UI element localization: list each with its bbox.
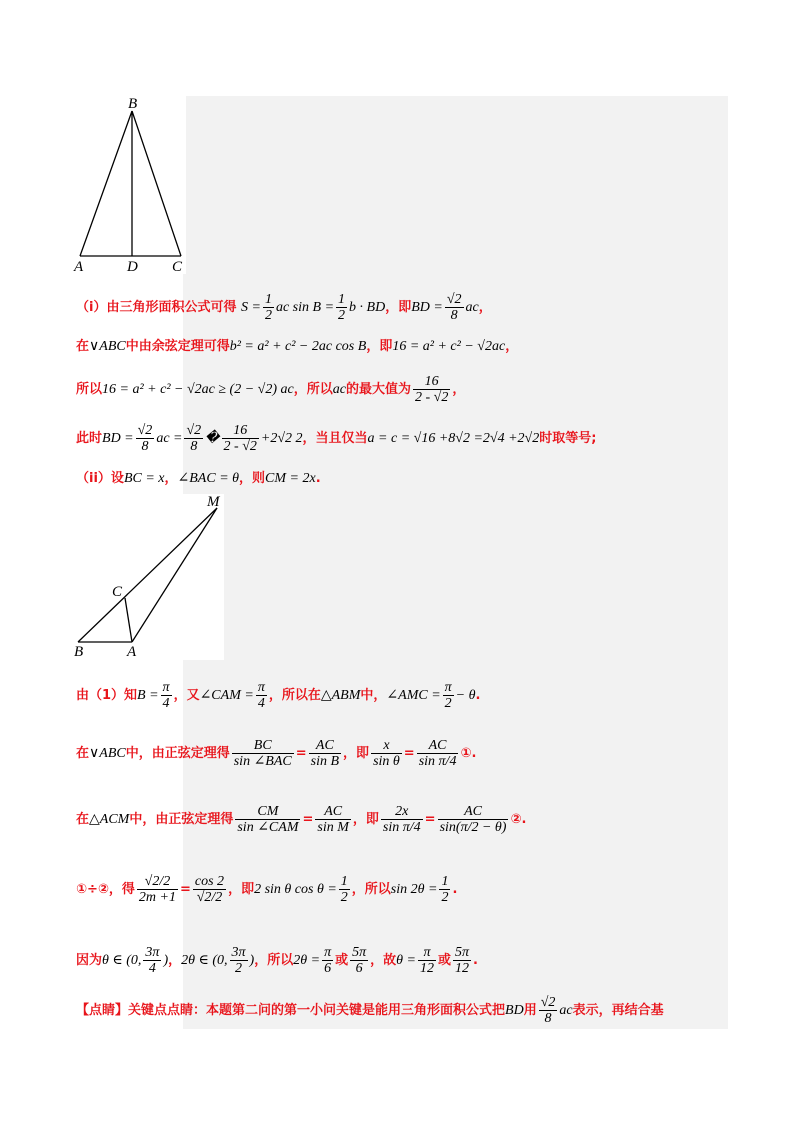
denominator: 2 - √2 <box>414 390 449 405</box>
text: . <box>315 471 321 486</box>
fraction <box>336 292 347 323</box>
numerator: 3π <box>145 945 160 960</box>
numerator: BC <box>232 738 294 754</box>
denominator: 6 <box>355 961 363 976</box>
math: θ ∈ (0, <box>102 953 142 968</box>
text: ①. <box>460 746 477 761</box>
side-bm <box>78 508 217 642</box>
pi-text: π <box>438 754 446 769</box>
math: sin 2θ = <box>390 882 438 897</box>
solution-line-9: ①÷②，得 $\frac{√2/2}{2m +1}$ = $\frac{\cos 2}{√2/2}$ ，即2 sin θ cos θ = $\frac{1}{2}$ ，所以sin 2θ = $\frac{1}{2}$ . <box>76 874 458 905</box>
numerator: π <box>444 680 452 695</box>
text: . <box>472 953 478 968</box>
triangle-figure-abm <box>72 494 224 660</box>
solution-line-3 <box>76 374 465 405</box>
numerator: 1 <box>340 874 348 889</box>
triangle-figure-abc <box>72 94 186 274</box>
math: ∠AMC = <box>386 688 441 703</box>
text: 由三角形面积公式可得 <box>106 300 237 315</box>
fraction <box>193 874 226 905</box>
text: ，故 <box>370 953 397 968</box>
denominator: 2 <box>340 890 348 905</box>
comment-line <box>76 995 664 1026</box>
numerator: 5π <box>454 945 469 960</box>
fraction <box>381 804 423 835</box>
numerator: 16 <box>413 374 450 390</box>
pi-text: π <box>402 820 410 835</box>
denominator: 2m +1 <box>138 890 176 905</box>
denominator: √2/2 <box>196 890 223 905</box>
numerator: √2/2 <box>137 874 178 890</box>
numerator: AC <box>417 738 459 754</box>
fraction <box>256 680 267 711</box>
math: ac sin B = <box>275 300 335 315</box>
solution-line-1 <box>76 292 492 323</box>
fraction <box>184 423 203 454</box>
math: B = <box>137 688 159 703</box>
text: ，则 <box>239 471 266 486</box>
text: 在 <box>76 339 90 354</box>
math: S = <box>241 300 261 315</box>
fraction <box>443 680 454 711</box>
fraction <box>315 804 351 835</box>
fraction <box>539 995 558 1026</box>
fraction <box>350 945 368 976</box>
label-d: D <box>127 259 138 274</box>
math: ) <box>163 953 169 968</box>
text: 中， <box>360 688 387 703</box>
text: ，又 <box>173 688 200 703</box>
text: 的最大值为 <box>345 382 411 397</box>
side-am <box>132 508 217 642</box>
text: ， <box>168 953 182 968</box>
fraction <box>232 738 294 769</box>
label-a: A <box>127 644 137 660</box>
numerator: AC <box>438 804 509 820</box>
text: ，即 <box>366 339 393 354</box>
math: ∠CAM = <box>199 688 254 703</box>
numerator: 1 <box>338 292 346 307</box>
numerator: π <box>162 680 170 695</box>
denominator: 6 <box>324 961 332 976</box>
label-b: B <box>74 644 84 660</box>
fraction <box>438 804 509 835</box>
solution-line-8: 在△ACM中，由正弦定理得 $\frac{CM}{\text{sin ∠CAM}}$ = $\frac{AC}{\text{sin M}}$ ，即 $\frac{2x}{\text{sin π/4}}$ = $\frac{AC}{\sin(\pi/2 - \theta)}$ ②. <box>76 804 527 835</box>
text: ②. <box>510 812 527 827</box>
fraction <box>309 738 341 769</box>
side-bc <box>132 111 181 256</box>
text: 或 <box>437 953 451 968</box>
fraction <box>439 874 450 905</box>
text: 【点睛】关键点点睛：本题第二问的第一小问关键是能用三角形面积公式把 <box>76 1003 506 1018</box>
math: △ACM <box>89 812 130 827</box>
math: △ABM <box>320 688 361 703</box>
denominator: sin θ <box>373 754 400 769</box>
math: BD = <box>411 300 443 315</box>
fraction <box>263 292 274 323</box>
text: 中，由正弦定理得 <box>125 746 230 761</box>
numerator: √2 <box>137 423 153 438</box>
denominator: sin π/4 <box>382 820 421 835</box>
math: ac = <box>156 431 183 446</box>
denominator: 8 <box>544 1011 552 1026</box>
denominator: sin ∠BAC <box>233 754 292 769</box>
math: BC = x <box>123 471 165 486</box>
denominator: 2 - √2 <box>223 439 257 454</box>
solution-line-6 <box>76 680 480 711</box>
text: ，当且仅当 <box>302 431 368 446</box>
text: 由（1）知 <box>76 688 138 703</box>
math: ∨ABC <box>89 746 126 761</box>
text: 表示，再结合基 <box>572 1003 664 1018</box>
math: 16 = a² + c² − √2ac ≥ (2 − √2) ac <box>102 382 294 397</box>
fraction <box>339 874 350 905</box>
part-label: （i） <box>76 300 107 315</box>
denominator: sin B <box>310 754 340 769</box>
denominator: 4 <box>162 696 170 711</box>
fraction <box>417 738 459 769</box>
numerator: √2 <box>186 423 202 438</box>
numerator: 1 <box>264 292 272 307</box>
math: θ = <box>396 953 416 968</box>
math: ac <box>465 300 479 315</box>
math: b² = a² + c² − 2ac cos B <box>229 339 367 354</box>
denominator: 12 <box>419 961 434 976</box>
fraction <box>222 423 259 454</box>
numerator: π <box>257 680 265 695</box>
text: ，所以在 <box>268 688 321 703</box>
four-text: 4 <box>449 754 457 769</box>
denominator: sin π/4 <box>418 754 457 769</box>
numerator: 1 <box>441 874 449 889</box>
math: BD <box>505 1003 524 1018</box>
text: ，即 <box>385 300 412 315</box>
text: 或 <box>335 953 349 968</box>
denominator: 2 <box>441 890 449 905</box>
text: 在 <box>76 812 90 827</box>
math: 16 = a² + c² − √2ac <box>392 339 506 354</box>
label-c: C <box>172 259 183 274</box>
text: ， <box>505 339 519 354</box>
fraction <box>161 680 172 711</box>
denominator: 2 <box>444 696 452 711</box>
denominator: 2 <box>235 961 243 976</box>
math: CM = 2x <box>265 471 316 486</box>
numerator: 16 <box>222 423 259 439</box>
text: ，所以 <box>293 382 333 397</box>
math: ) <box>249 953 255 968</box>
numerator: 3π <box>231 945 246 960</box>
sin-text: sin <box>418 754 436 769</box>
denominator: 8 <box>190 439 198 454</box>
numerator: √2 <box>446 292 462 307</box>
fraction <box>143 945 161 976</box>
text: 所以 <box>76 382 103 397</box>
fraction <box>453 945 471 976</box>
text: ， <box>478 300 492 315</box>
denominator: 8 <box>450 308 458 323</box>
solution-line-7: 在∨ABC中，由正弦定理得 $\frac{BC}{\text{sin ∠BAC}}$ = $\frac{AC}{\text{sin B}}$ ，即 $\frac{x}{\text{sin θ}}$ = $\frac{AC}{\text{sin π/4}}$ ①. <box>76 738 477 769</box>
numerator: AC <box>309 738 341 754</box>
fraction <box>322 945 333 976</box>
fraction <box>418 945 436 976</box>
text: ，即 <box>228 882 255 897</box>
text: ， <box>452 382 466 397</box>
fraction <box>235 804 300 835</box>
text: 中，由正弦定理得 <box>129 812 234 827</box>
text: ，所以 <box>351 882 391 897</box>
denominator: 4 <box>257 696 265 711</box>
text: ，即 <box>352 812 379 827</box>
text: 因为 <box>76 953 103 968</box>
text: 设 <box>110 471 124 486</box>
denominator: sin M <box>317 820 349 835</box>
fraction <box>371 738 402 769</box>
solution-line-10 <box>76 945 478 976</box>
label-b: B <box>128 96 138 112</box>
four-text: 4 <box>413 820 421 835</box>
text: 用 <box>523 1003 537 1018</box>
denominator: 8 <box>141 439 149 454</box>
part-label: （ii） <box>76 471 111 486</box>
denominator: sin ∠CAM <box>237 820 299 835</box>
denominator: 2 <box>338 308 346 323</box>
label-a: A <box>74 259 84 274</box>
text: 时取等号; <box>539 431 597 446</box>
solution-line-2 <box>76 338 518 356</box>
text: 中由余弦定理可得 <box>125 339 230 354</box>
text: . <box>452 882 458 897</box>
math: +2√2 2 <box>260 431 303 446</box>
denominator: sin(π/2 − θ) <box>439 820 507 835</box>
fraction <box>445 292 464 323</box>
math: 2 sin θ cos θ = <box>254 882 337 897</box>
math: − θ <box>455 688 476 703</box>
numerator: 5π <box>352 945 367 960</box>
math: a = c = √16 +8√2 =2√4 +2√2 <box>367 431 540 446</box>
numerator: x <box>371 738 402 754</box>
numerator: π <box>418 945 436 961</box>
fraction <box>413 374 450 405</box>
side-ab <box>80 111 132 256</box>
math: ∠BAC = θ <box>177 471 240 486</box>
text: 在 <box>76 746 90 761</box>
fraction <box>230 945 248 976</box>
fraction <box>137 874 178 905</box>
text: . <box>475 688 481 703</box>
text: ， <box>164 471 178 486</box>
math: BD = <box>102 431 134 446</box>
fraction <box>136 423 155 454</box>
denominator: 4 <box>148 961 156 976</box>
numerator: cos 2 <box>194 874 225 889</box>
math: 2θ ∈ (0, <box>181 953 228 968</box>
numerator: CM <box>235 804 300 820</box>
text: ，所以 <box>254 953 294 968</box>
math: ∨ABC <box>89 339 126 354</box>
math: b · BD <box>349 300 386 315</box>
denominator: 12 <box>454 961 469 976</box>
solution-line-5 <box>76 470 321 488</box>
math: ac <box>332 382 346 397</box>
text: ①÷②，得 <box>76 882 135 897</box>
math: ac <box>559 1003 573 1018</box>
numerator: √2 <box>540 995 556 1010</box>
solution-line-4 <box>76 423 596 454</box>
numerator: AC <box>315 804 351 820</box>
math: 2θ = <box>293 953 321 968</box>
segment-ca <box>125 598 132 642</box>
label-m: M <box>207 494 220 510</box>
text: ，即 <box>343 746 370 761</box>
denominator: 2 <box>264 308 272 323</box>
text: 此时 <box>76 431 103 446</box>
numerator: 2x <box>381 804 423 820</box>
math: � <box>205 431 220 446</box>
label-c: C <box>112 584 123 600</box>
numerator: π <box>324 945 332 960</box>
sin-text: sin <box>382 820 400 835</box>
